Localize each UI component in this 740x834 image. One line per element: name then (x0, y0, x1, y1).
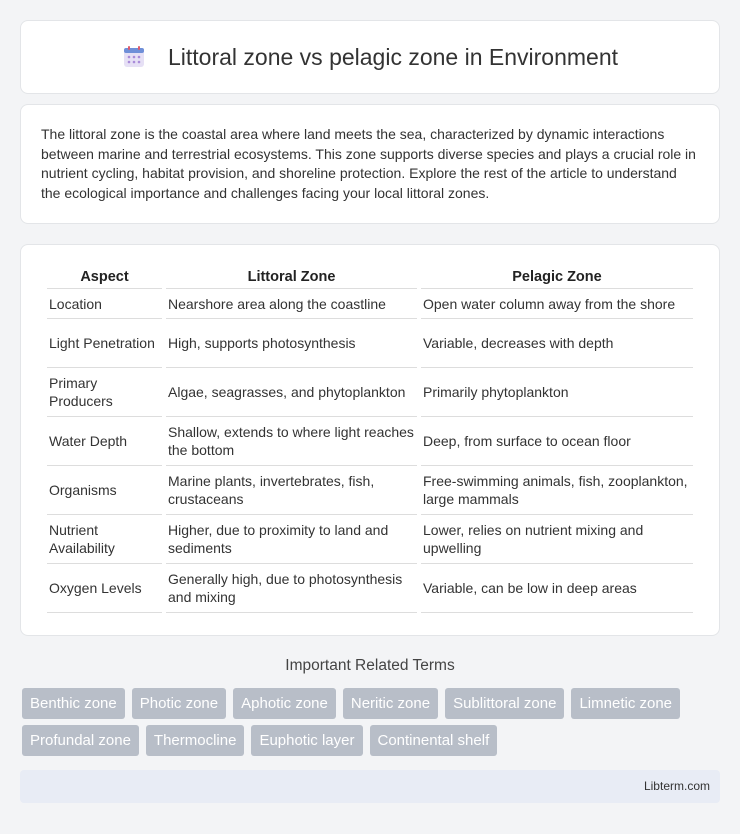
cell-littoral: Higher, due to proximity to land and sediments (166, 515, 417, 564)
cell-aspect: Light Penetration (47, 319, 162, 368)
cell-pelagic: Lower, relies on nutrient mixing and upwelling (421, 515, 693, 564)
cell-littoral: Algae, seagrasses, and phytoplankton (166, 368, 417, 417)
cell-littoral: High, supports photosynthesis (166, 319, 417, 368)
cell-aspect: Nutrient Availability (47, 515, 162, 564)
cell-pelagic: Variable, can be low in deep areas (421, 564, 693, 613)
cell-littoral: Marine plants, invertebrates, fish, crustaceans (166, 466, 417, 515)
footer-site-link[interactable]: Libterm.com (643, 779, 710, 793)
header-littoral: Littoral Zone (166, 265, 417, 289)
comparison-table (43, 265, 697, 613)
header-pelagic: Pelagic Zone (421, 265, 693, 289)
page-title: Littoral zone vs pelagic zone in Environment (167, 43, 619, 70)
header-aspect: Aspect (47, 265, 162, 289)
tag-sublittoral-zone[interactable]: Sublittoral zone (445, 688, 564, 719)
cell-aspect: Location (47, 289, 162, 319)
tag-continental-shelf[interactable]: Continental shelf (370, 725, 498, 756)
table-row (47, 564, 693, 613)
table-row (47, 319, 693, 368)
table-row (47, 417, 693, 466)
tag-profundal-zone[interactable]: Profundal zone (22, 725, 139, 756)
tag-photic-zone[interactable]: Photic zone (132, 688, 226, 719)
cell-littoral: Generally high, due to photosynthesis and mixing (166, 564, 417, 613)
table-row (47, 368, 693, 417)
tag-neritic-zone[interactable]: Neritic zone (343, 688, 438, 719)
table-header-row (47, 265, 693, 289)
cell-pelagic: Variable, decreases with depth (421, 319, 693, 368)
footer (20, 770, 720, 803)
table-row (47, 466, 693, 515)
tag-thermocline[interactable]: Thermocline (146, 725, 245, 756)
cell-aspect: Organisms (47, 466, 162, 515)
cell-pelagic: Deep, from surface to ocean floor (421, 417, 693, 466)
table-row (47, 289, 693, 319)
cell-pelagic: Free-swimming animals, fish, zooplankton, large mammals (421, 466, 693, 515)
cell-aspect: Oxygen Levels (47, 564, 162, 613)
related-terms (22, 688, 722, 762)
calendar-icon (122, 45, 146, 69)
tag-benthic-zone[interactable]: Benthic zone (22, 688, 125, 719)
related-terms-title: Important Related Terms (285, 657, 455, 674)
table-row (47, 515, 693, 564)
cell-littoral: Shallow, extends to where light reaches the bottom (166, 417, 417, 466)
cell-aspect: Water Depth (47, 417, 162, 466)
cell-pelagic: Open water column away from the shore (421, 289, 693, 319)
comparison-card (20, 244, 720, 636)
cell-aspect: Primary Producers (47, 368, 162, 417)
tag-euphotic-layer[interactable]: Euphotic layer (251, 725, 362, 756)
tag-aphotic-zone[interactable]: Aphotic zone (233, 688, 336, 719)
tag-limnetic-zone[interactable]: Limnetic zone (571, 688, 680, 719)
intro-card (20, 104, 720, 224)
title-card (20, 20, 720, 94)
intro-text: The littoral zone is the coastal area where land meets the sea, characterized by dynamic interactions between marine and terrestrial ecosystems. This zone supports diverse species and plays a crucial role in nutrient cycling, habitat provision, and shoreline protection. Explore the rest of the article to understand the ecological importance and challenges facing your local littoral zones. (41, 126, 696, 201)
cell-littoral: Nearshore area along the coastline (166, 289, 417, 319)
cell-pelagic: Primarily phytoplankton (421, 368, 693, 417)
